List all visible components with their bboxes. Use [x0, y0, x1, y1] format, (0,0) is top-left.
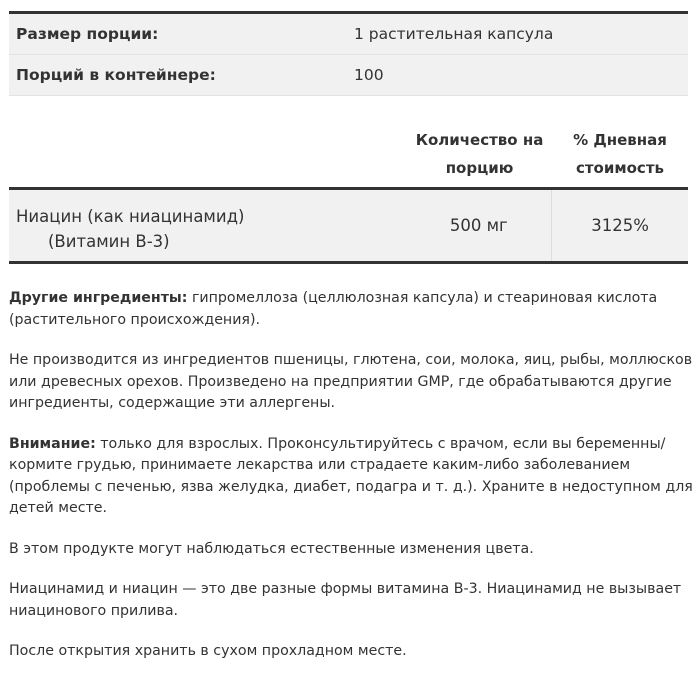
- nutrient-table-header: [9, 120, 688, 187]
- storage-paragraph: После открытия хранить в сухом прохладном месте.: [9, 643, 407, 659]
- nutrient-amount: 500 мг: [449, 216, 508, 235]
- other-ingredients-label: Другие ингредиенты:: [9, 290, 188, 306]
- allergen-paragraph: Не производится из ингредиентов пшеницы, глютена, сои, молока, яиц, рыбы, моллюсков или древесных орехов. Произведено на предприятии GMP, где обрабатываются другие ингредиенты, содержащие эти аллергены.: [9, 352, 693, 411]
- header-amount-per-serving: Количество на порцию: [415, 131, 544, 177]
- nutrient-name-sub: (Витамин B-3): [48, 232, 170, 251]
- serving-info-table: [9, 11, 688, 96]
- supplement-notes: [9, 288, 694, 682]
- header-daily-value: % Дневная стоимость: [573, 131, 667, 177]
- nutrient-daily-value: 3125%: [551, 190, 688, 261]
- other-ingredients-text: гипромеллоза (целлюлозная капсула) и стеариновая кислота (растительного происхождения).: [9, 290, 658, 328]
- niacinamide-paragraph: Ниацинамид и ниацин — это две разные формы витамина B-3. Ниацинамид не вызывает ниацинового прилива.: [9, 581, 682, 619]
- warning-paragraph: [9, 434, 694, 520]
- servings-per-container-value: 100: [354, 66, 384, 84]
- table-row: [9, 190, 688, 261]
- serving-size-label: Размер порции:: [16, 25, 159, 43]
- nutrient-name-main: Ниацин (как ниацинамид): [16, 207, 245, 226]
- color-variation-paragraph: В этом продукте могут наблюдаться естественные изменения цвета.: [9, 540, 534, 557]
- nutrient-table: [9, 187, 688, 264]
- warning-text: только для взрослых. Проконсультируйтесь с врачом, если вы беременны/кормите грудью, принимаете лекарства или страдаете каким-либо заболеванием (проблемы с печенью, язва желудка, диабет, подагра и т. д.). Храните в недоступном для детей месте.: [9, 435, 693, 516]
- servings-per-container-row: [9, 55, 688, 96]
- serving-size-value: 1 растительная капсула: [354, 25, 554, 43]
- header-spacer: [9, 120, 407, 187]
- serving-size-row: [9, 14, 688, 55]
- servings-per-container-label: Порций в контейнере:: [16, 66, 216, 84]
- other-ingredients-paragraph: [9, 288, 694, 331]
- nutrient-name: [9, 190, 406, 261]
- warning-label: Внимание:: [9, 435, 96, 452]
